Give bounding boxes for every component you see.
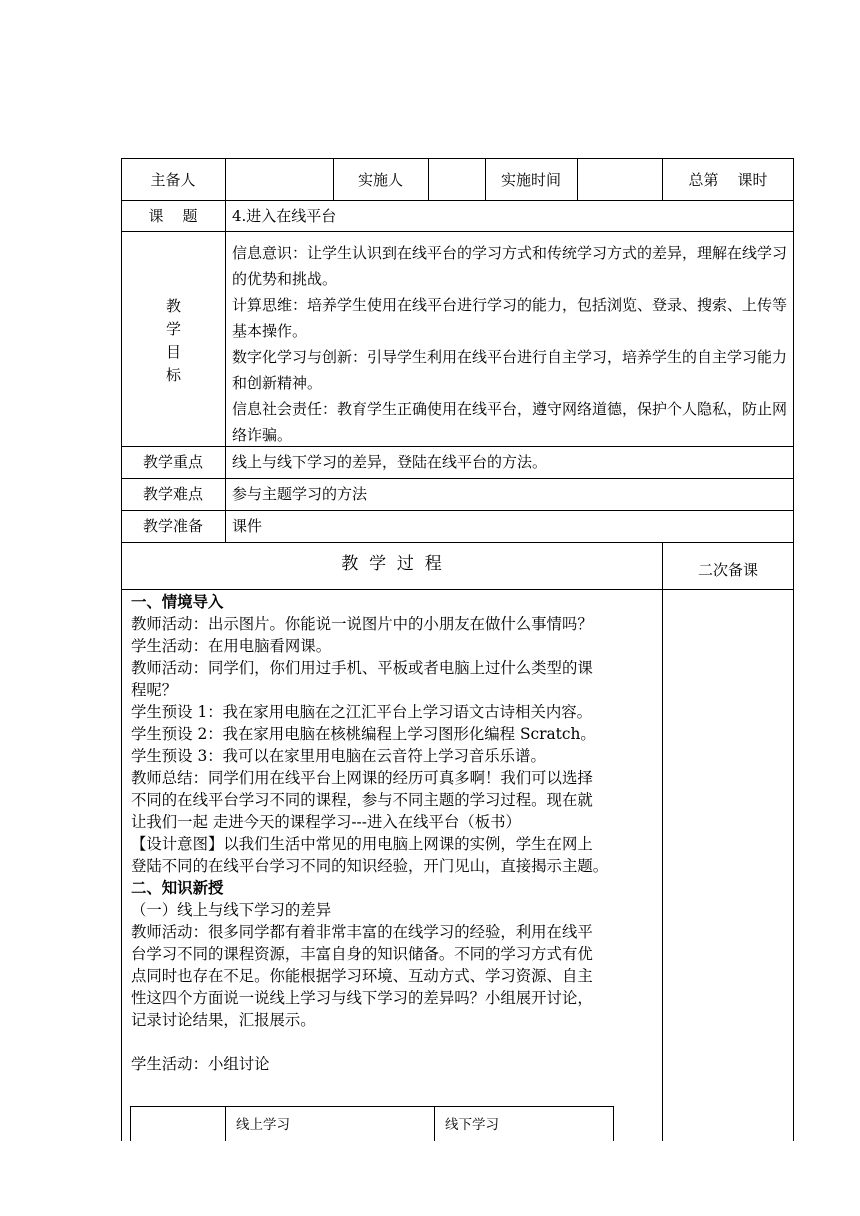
- difficulty-label: 教学难点: [142, 485, 203, 503]
- topic-label: 课 题: [148, 207, 198, 225]
- process-line: 教师总结：同学们用在线平台上网课的经历可真多啊！我们可以选择: [131, 769, 593, 787]
- comparison-header-offline: 线下学习: [445, 1117, 499, 1133]
- preparer-label: 主备人: [150, 171, 196, 189]
- row-divider: [121, 589, 794, 590]
- comparison-col-divider: [434, 1106, 435, 1141]
- objectives-label-3: 目: [166, 343, 182, 361]
- col-divider: [577, 158, 578, 200]
- implementation-time-label: 实施时间: [500, 171, 561, 189]
- col-divider: [225, 158, 226, 542]
- section-heading: 二、知识新授: [131, 879, 224, 897]
- process-line: 让我们一起 走进今天的课程学习---进入在线平台（板书）: [131, 813, 521, 831]
- row-divider: [121, 200, 794, 201]
- process-line: 不同的在线平台学习不同的课程，参与不同主题的学习过程。现在就: [131, 791, 593, 809]
- process-line: 性这四个方面说一说线上学习与线下学习的差异吗？小组展开讨论，: [131, 989, 593, 1007]
- comparison-col-divider: [225, 1106, 226, 1141]
- preparation-label: 教学准备: [142, 517, 203, 535]
- objectives-label-2: 学: [166, 320, 182, 338]
- key-point-value: 线上与线下学习的差异，登陆在线平台的方法。: [232, 453, 548, 471]
- row-divider: [121, 510, 794, 511]
- key-point-label: 教学重点: [142, 453, 203, 471]
- process-line: 学生活动：小组讨论: [131, 1055, 270, 1073]
- process-title: 教 学 过 程: [341, 554, 442, 574]
- process-line: 学生预设 1：我在家用电脑在之江汇平台上学习语文古诗相关内容。: [131, 703, 593, 721]
- row-divider: [121, 231, 794, 232]
- preparation-value: 课件: [232, 517, 263, 535]
- process-body: [131, 591, 661, 1075]
- process-line: 教师活动：同学们，你们用过手机、平板或者电脑上过什么类型的课: [131, 659, 593, 677]
- col-divider: [428, 158, 429, 200]
- implementer-label: 实施人: [357, 171, 403, 189]
- row-divider: [121, 542, 794, 543]
- process-line: 记录讨论结果，汇报展示。: [131, 1011, 316, 1029]
- process-line: 点同时也存在不足。你能根据学习环境、互动方式、学习资源、自主: [131, 967, 593, 985]
- process-line: 学生预设 2：我在家用电脑在核桃编程上学习图形化编程 Scratch。: [131, 725, 596, 743]
- process-line: 程呢？: [131, 681, 178, 699]
- lesson-count-label: 总第 课时: [688, 171, 768, 189]
- comparison-header-online: 线上学习: [236, 1117, 290, 1133]
- process-line: （一）线上与线下学习的差异: [131, 901, 332, 919]
- process-line: 教师活动：很多同学都有着非常丰富的在线学习的经验，利用在线平: [131, 923, 593, 941]
- difficulty-value: 参与主题学习的方法: [232, 485, 368, 503]
- process-line: 台学习不同的课程资源，丰富自身的知识储备。不同的学习方式有优: [131, 945, 593, 963]
- comparison-table: [130, 1106, 614, 1141]
- topic-value: 4.进入在线平台: [232, 207, 337, 225]
- process-line: 【设计意图】以我们生活中常见的用电脑上网课的实例，学生在网上: [131, 835, 593, 853]
- objective-item: 信息意识：让学生认识到在线平台的学习方式和传统学习方式的差异，理解在线学习的优势和挑战。: [232, 244, 788, 288]
- section-heading: 一、情境导入: [131, 593, 224, 611]
- objective-item: 计算思维：培养学生使用在线平台进行学习的能力，包括浏览、登录、搜索、上传等基本操作。: [232, 296, 788, 340]
- row-divider: [121, 478, 794, 479]
- process-line: 登陆不同的在线平台学习不同的知识经验，开门见山，直接揭示主题。: [131, 857, 609, 875]
- secondary-prep-title: 二次备课: [697, 561, 758, 579]
- objective-item: 信息社会责任：教育学生正确使用在线平台，遵守网络道德，保护个人隐私，防止网络诈骗。: [232, 400, 788, 444]
- blank-line: [131, 1031, 661, 1053]
- process-line: 学生活动：在用电脑看网课。: [131, 637, 332, 655]
- objectives-label-1: 教: [166, 297, 182, 315]
- objectives-label-4: 标: [166, 366, 182, 384]
- objectives-list: [232, 240, 788, 448]
- process-line: 学生预设 3：我可以在家里用电脑在云音符上学习音乐乐谱。: [131, 747, 546, 765]
- process-line: 教师活动：出示图片。你能说一说图片中的小朋友在做什么事情吗？: [131, 615, 593, 633]
- objective-item: 数字化学习与创新：引导学生利用在线平台进行自主学习，培养学生的自主学习能力和创新精神。: [232, 348, 788, 392]
- col-divider: [662, 542, 663, 1141]
